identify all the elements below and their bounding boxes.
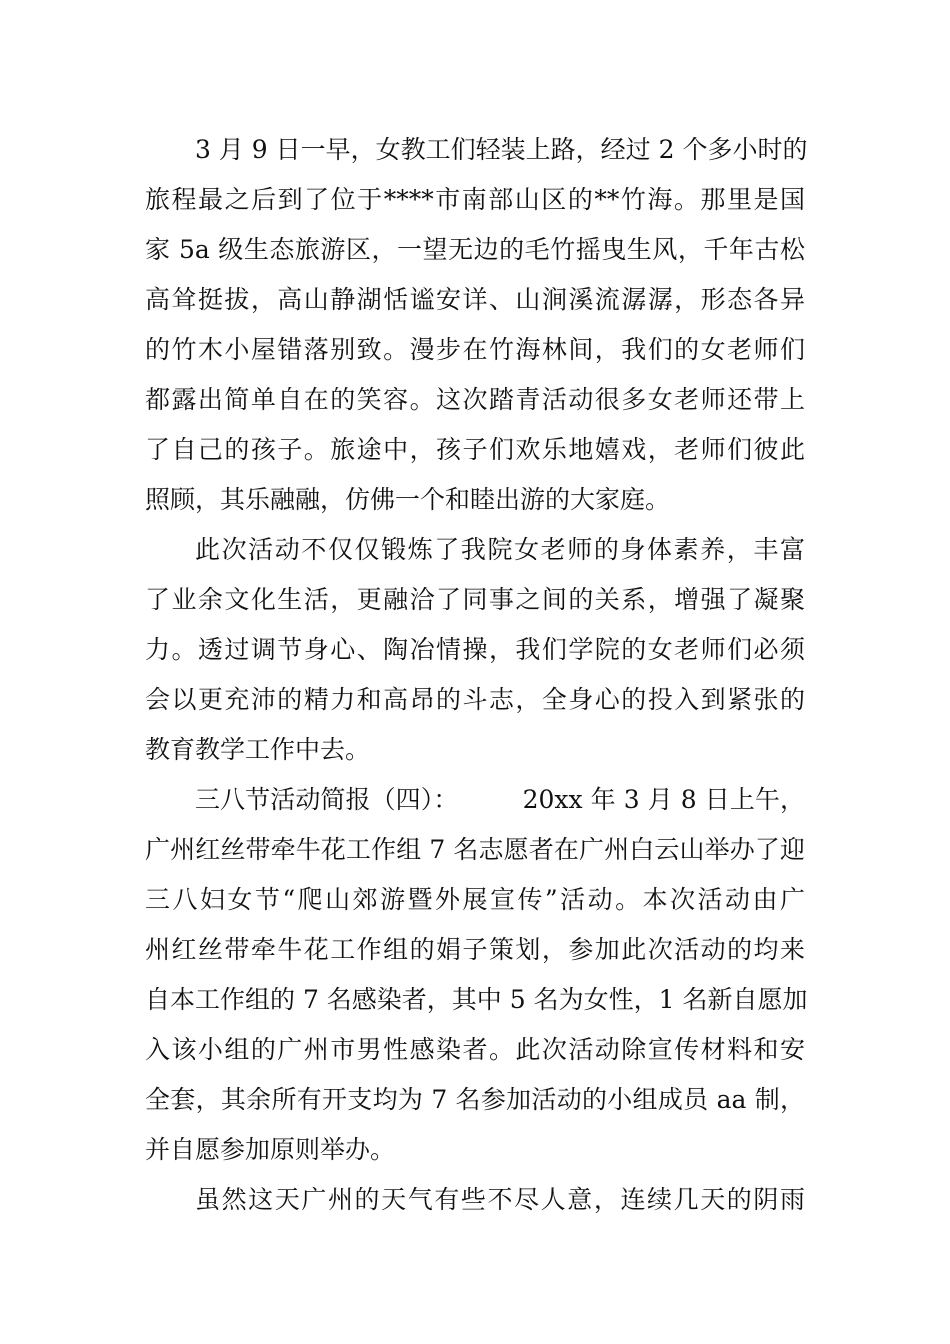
paragraph-3-line-1: 三八节活动简报（四）： 20xx 年 3 月 8 日上午， — [195, 785, 805, 814]
paragraph-2-line-5: 教育教学工作中去。 — [145, 735, 371, 764]
paragraph-1-line-2: 旅程最之后到了位于****市南部山区的**竹海。那里是国 — [145, 185, 805, 214]
paragraph-3-line-5: 自本工作组的 7 名感染者，其中 5 名为女性，1 名新自愿加 — [145, 985, 808, 1014]
paragraph-1-line-4: 高耸挺拔，高山静湖恬谧安详、山涧溪流潺潺，形态各异 — [145, 285, 805, 314]
paragraph-1-line-5: 的竹木小屋错落别致。漫步在竹海林间，我们的女老师们 — [145, 335, 805, 364]
paragraph-3-line-7: 全套，其余所有开支均为 7 名参加活动的小组成员 aa 制， — [145, 1085, 805, 1114]
paragraph-2-line-2: 了业余文化生活，更融洽了同事之间的关系，增强了凝聚 — [145, 585, 805, 614]
paragraph-2-line-1: 此次活动不仅仅锻炼了我院女老师的身体素养，丰富 — [195, 535, 805, 564]
paragraph-3-line-6: 入该小组的广州市男性感染者。此次活动除宣传材料和安 — [145, 1035, 805, 1064]
paragraph-3-line-4: 州红丝带牵牛花工作组的娟子策划，参加此次活动的均来 — [145, 935, 805, 964]
paragraph-1-line-3: 家 5a 级生态旅游区，一望无边的毛竹摇曳生风，千年古松 — [145, 235, 805, 264]
paragraph-1-line-7: 了自己的孩子。旅途中，孩子们欢乐地嬉戏，老师们彼此 — [145, 435, 805, 464]
paragraph-2-line-3: 力。透过调节身心、陶冶情操，我们学院的女老师们必须 — [145, 635, 805, 664]
paragraph-3-line-8: 并自愿参加原则举办。 — [145, 1135, 396, 1164]
paragraph-4-line-1: 虽然这天广州的天气有些不尽人意，连续几天的阴雨 — [195, 1185, 805, 1214]
paragraph-3-line-2: 广州红丝带牵牛花工作组 7 名志愿者在广州白云山举办了迎 — [145, 835, 805, 864]
paragraph-3-line-3: 三八妇女节“爬山郊游暨外展宣传”活动。本次活动由广 — [145, 885, 805, 914]
paragraph-2-line-4: 会以更充沛的精力和高昂的斗志，全身心的投入到紧张的 — [145, 685, 805, 714]
paragraph-1-line-6: 都露出简单自在的笑容。这次踏青活动很多女老师还带上 — [145, 385, 805, 414]
paragraph-1-line-1: 3 月 9 日一早，女教工们轻装上路，经过 2 个多小时的 — [195, 135, 808, 164]
paragraph-1-line-8: 照顾，其乐融融，仿佛一个和睦出游的大家庭。 — [145, 485, 671, 514]
